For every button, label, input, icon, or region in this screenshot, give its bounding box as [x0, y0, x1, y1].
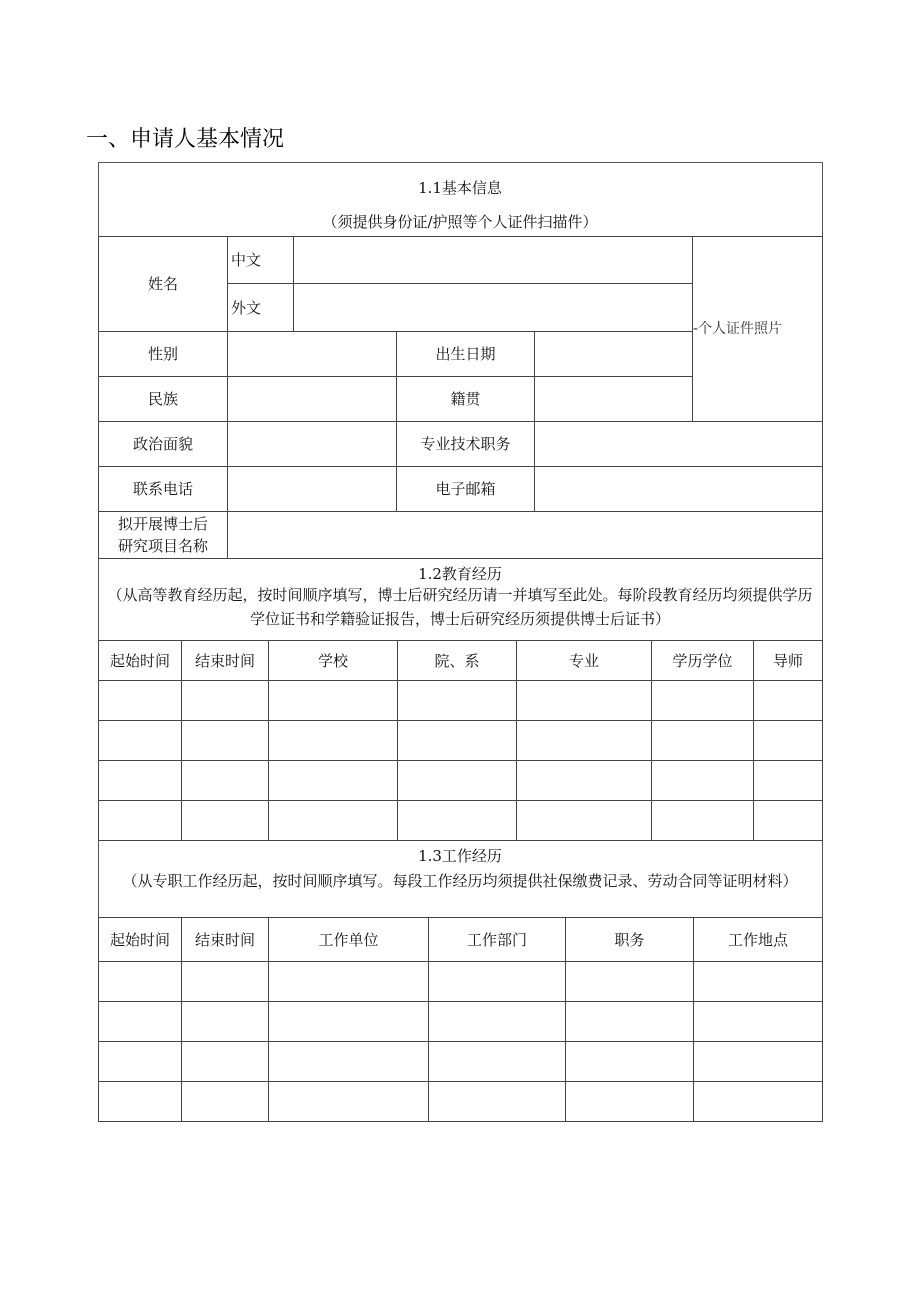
education-table-cell[interactable] — [516, 760, 652, 801]
phone-input[interactable] — [227, 466, 397, 512]
work-table-cell[interactable] — [428, 1041, 566, 1082]
work-table-cell[interactable] — [693, 961, 823, 1002]
work-table-cell[interactable] — [565, 1001, 694, 1042]
work-table-cell[interactable] — [268, 961, 429, 1002]
work-header-cell: 工作单位 — [268, 917, 429, 962]
work-table-cell[interactable] — [181, 1001, 269, 1042]
name-foreign-label-text: 外文 — [231, 298, 262, 317]
education-table-cell[interactable] — [268, 800, 398, 841]
political-label: 政治面貌 — [98, 421, 228, 467]
name-cn-input[interactable] — [293, 236, 693, 284]
work-table-cell[interactable] — [693, 1041, 823, 1082]
page-heading: 一、申请人基本情况 — [86, 127, 285, 152]
education-table-cell[interactable] — [753, 760, 823, 801]
name-foreign-input[interactable] — [293, 283, 693, 332]
education-table-cell[interactable] — [181, 800, 269, 841]
email-input[interactable] — [534, 466, 823, 512]
work-table-cell[interactable] — [98, 1081, 182, 1122]
tech-title-input[interactable] — [534, 421, 823, 467]
gender-input[interactable] — [227, 331, 397, 377]
education-table-cell[interactable] — [651, 760, 754, 801]
project-label-line2: 研究项目名称 — [117, 537, 208, 555]
project-label-line1: 拟开展博士后 — [117, 515, 208, 533]
work-header-cell: 工作部门 — [428, 917, 566, 962]
email-label: 电子邮箱 — [396, 466, 535, 512]
work-table-cell[interactable] — [268, 1041, 429, 1082]
education-table-cell[interactable] — [397, 800, 517, 841]
education-table-cell[interactable] — [397, 680, 517, 721]
basic-info-note: （须提供身份证/护照等个人证件扫描件） — [322, 213, 598, 231]
ethnicity-input[interactable] — [227, 376, 397, 422]
work-header-cell: 起始时间 — [98, 917, 182, 962]
work-note: （从专职工作经历起，按时间顺序填写。每段工作经历均须提供社保缴费记录、劳动合同等证明材料） — [122, 872, 798, 890]
name-foreign-label — [227, 283, 294, 332]
project-label — [98, 511, 228, 559]
native-place-input[interactable] — [534, 376, 693, 422]
education-table-cell[interactable] — [181, 680, 269, 721]
work-header-cell: 结束时间 — [181, 917, 269, 962]
education-table-cell[interactable] — [651, 680, 754, 721]
name-cn-label — [227, 236, 294, 284]
photo-label: 个人证件照片 — [698, 321, 783, 337]
education-table-cell[interactable] — [98, 760, 182, 801]
education-table-cell[interactable] — [753, 680, 823, 721]
work-table-cell[interactable] — [428, 1081, 566, 1122]
work-table-cell[interactable] — [98, 961, 182, 1002]
name-label-text: 姓名 — [147, 275, 178, 293]
work-table-cell[interactable] — [428, 1001, 566, 1042]
education-table-cell[interactable] — [516, 720, 652, 761]
education-header-cell: 导师 — [753, 640, 823, 681]
education-header-cell: 院、系 — [397, 640, 517, 681]
education-table-cell[interactable] — [181, 760, 269, 801]
education-table-cell[interactable] — [268, 680, 398, 721]
work-table-cell[interactable] — [565, 1081, 694, 1122]
education-header-cell: 专业 — [516, 640, 652, 681]
education-table-cell[interactable] — [98, 800, 182, 841]
tech-title-label: 专业技术职务 — [396, 421, 535, 467]
education-title: 1.2教育经历 — [418, 565, 502, 583]
education-table-cell[interactable] — [753, 800, 823, 841]
name-label — [98, 236, 228, 332]
work-header-cell: 工作地点 — [693, 917, 823, 962]
education-table-cell[interactable] — [397, 760, 517, 801]
work-table-cell[interactable] — [565, 961, 694, 1002]
work-table-cell[interactable] — [98, 1041, 182, 1082]
education-header-cell: 学历学位 — [651, 640, 754, 681]
education-table-cell[interactable] — [516, 680, 652, 721]
education-table-cell[interactable] — [98, 680, 182, 721]
ethnicity-label: 民族 — [98, 376, 228, 422]
name-cn-label-text: 中文 — [231, 251, 262, 269]
education-table-cell[interactable] — [181, 720, 269, 761]
political-input[interactable] — [227, 421, 397, 467]
education-note: （从高等教育经历起，按时间顺序填写，博士后研究经历请一并填写至此处。每阶段教育经历均须提供学历学位证书和学籍验证报告，博士后研究经历须提供博士后证书） — [107, 586, 813, 628]
birth-input[interactable] — [534, 331, 693, 377]
birth-label: 出生日期 — [396, 331, 535, 377]
photo-cell[interactable]: - 个人证件照片 — [692, 236, 823, 422]
project-input[interactable] — [227, 511, 823, 559]
education-header-cell: 结束时间 — [181, 640, 269, 681]
work-table-cell[interactable] — [693, 1081, 823, 1122]
work-table-cell[interactable] — [181, 1041, 269, 1082]
education-table-cell[interactable] — [397, 720, 517, 761]
education-table-cell[interactable] — [268, 760, 398, 801]
education-table-cell[interactable] — [98, 720, 182, 761]
education-table-cell[interactable] — [268, 720, 398, 761]
work-table-cell[interactable] — [181, 961, 269, 1002]
education-table-cell[interactable] — [651, 800, 754, 841]
work-table-cell[interactable] — [268, 1081, 429, 1122]
work-table-cell[interactable] — [181, 1081, 269, 1122]
education-header-cell: 学校 — [268, 640, 398, 681]
native-place-label: 籍贯 — [396, 376, 535, 422]
work-table-cell[interactable] — [428, 961, 566, 1002]
phone-label: 联系电话 — [98, 466, 228, 512]
gender-label: 性别 — [98, 331, 228, 377]
work-table-cell[interactable] — [268, 1001, 429, 1042]
education-table-cell[interactable] — [651, 720, 754, 761]
education-table-cell[interactable] — [753, 720, 823, 761]
basic-info-title: 1.1基本信息 — [418, 179, 502, 197]
work-title: 1.3工作经历 — [418, 847, 502, 865]
work-table-cell[interactable] — [565, 1041, 694, 1082]
work-table-cell[interactable] — [693, 1001, 823, 1042]
work-header-cell: 职务 — [565, 917, 694, 962]
education-table-cell[interactable] — [516, 800, 652, 841]
work-table-cell[interactable] — [98, 1001, 182, 1042]
education-header-cell: 起始时间 — [98, 640, 182, 681]
